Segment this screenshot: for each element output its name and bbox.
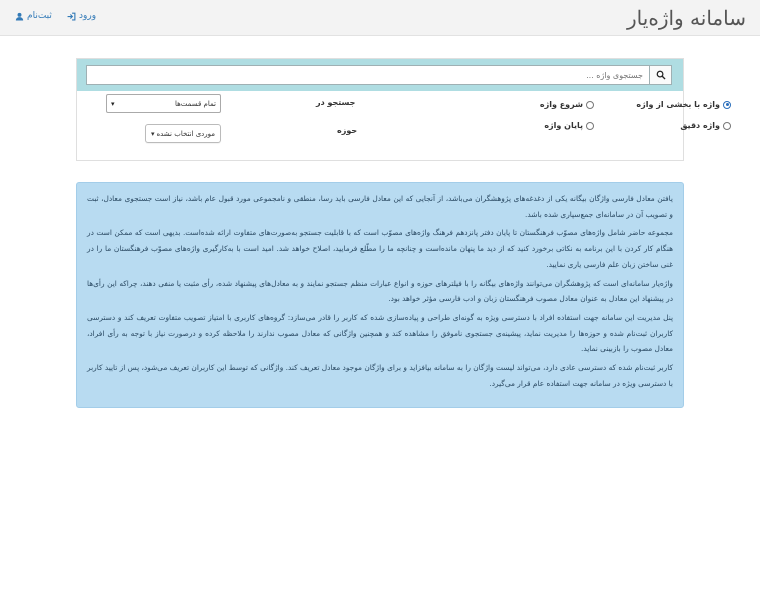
- search-icon: [656, 70, 666, 80]
- radio-part-indicator[interactable]: [723, 101, 731, 109]
- info-paragraph-3: واژه‌یار سامانه‌ای است که پژوهشگران می‌توانند واژه‌های بیگانه را با فیلترهای حوزه و انواع عبارات منظم جستجو نمایند و به معادل‌های پیشنهاد شده، رأی مثبت یا منفی دهند، چراکه این رأی‌ها در پیشنهاد این معادل به عنوان معادل مصوب فرهنگستان زبان و ادب فارسی مؤثر خواهد بود.: [87, 278, 673, 304]
- search-in-select[interactable]: [106, 94, 221, 113]
- info-paragraph-1: یافتن معادل فارسی واژگان بیگانه یکی از دغدغه‌های پژوهشگران می‌باشد، از آنجایی که این معادل فارسی باید رسا، منطقی و نامجموعی مورد قبول عام باشد، نیاز است جستجوی معادل، ثبت و تصویب آن در سامانه‌ای جمع‌سپاری شده باشد.: [87, 194, 673, 219]
- domain-label: حوزه: [337, 126, 358, 135]
- radio-end-indicator[interactable]: [586, 122, 594, 130]
- info-paragraph-5: کاربر ثبت‌نام شده که دسترسی عادی دارد، می‌تواند لیست واژگان را به سامانه بیافزاید و برای واژگان موجود معادل تعریف کند. واژگانی که توسط این کاربران تعریف می‌شود، پس از تایید کاربر با دسترسی ویژه در سامانه جهت استفاده عام قرار می‌گیرد.: [87, 363, 673, 388]
- radio-start-indicator[interactable]: [586, 101, 594, 109]
- info-paragraph-4: پنل مدیریت این سامانه جهت استفاده افراد با دسترسی ویژه به گونه‌ای طراحی و پیاده‌سازی شده که کاربر را قادر می‌سازد: گروه‌های کاربری با امتیاز تصویب متفاوت تعریف کند و دسترسی کاربران ثبت‌نام شده و حوزه‌ها را مدیریت نماید، پیشینه‌ی جستجوی ناموفق را مشاهده کند و همچنین واژگانی که معادل مصوب ندارند را ملاحظه کرده و درصورت نیاز با توجه به رأی افراد، معادل مصوب را بازبینی نماید.: [87, 312, 673, 354]
- radio-start-label: شروع واژه: [539, 100, 583, 109]
- radio-option-exact[interactable]: [680, 121, 731, 130]
- user-icon: [15, 12, 24, 21]
- top-navbar: [0, 0, 760, 36]
- search-button[interactable]: [649, 65, 672, 85]
- domain-dropdown-button[interactable]: [145, 124, 221, 143]
- radio-exact-label: واژه دقیق: [680, 121, 720, 130]
- radio-option-start[interactable]: [540, 100, 594, 109]
- info-paragraph-2: مجموعه حاضر شامل واژه‌های مصوّب فرهنگستان تا پایان دفتر پانزدهم فرهنگ واژه‌های مصوّب است که با قابلیت جستجو به‌صورت‌های متفاوت ارائه شده‌است. بدیهی است که ممکن است در هنگام کار کردن با این برنامه به نکاتی برخورد کنید که از دید ما پنهان مانده‌است و چنانچه ما را مطّلع فرمایید، اصلاح خواهد شد. امید است با به‌کارگیری واژه‌های مصوّب فرهنگستان ما را در غنی ساختن زبان علم فارسی یاری نمایید.: [87, 228, 673, 269]
- radio-option-end[interactable]: [544, 121, 594, 130]
- sign-in-icon: [67, 12, 76, 21]
- radio-exact-indicator[interactable]: [723, 122, 731, 130]
- app-brand[interactable]: سامانه واژه‌یار: [627, 6, 746, 30]
- info-alert: [76, 182, 684, 408]
- login-link[interactable]: [67, 11, 96, 21]
- search-input[interactable]: [86, 65, 649, 85]
- search-in-value: تمام قسمت‌ها: [174, 99, 216, 108]
- chevron-down-icon: ▾: [111, 99, 115, 108]
- caret-down-icon: ▾: [150, 129, 155, 138]
- login-label: ورود: [79, 11, 97, 21]
- register-link[interactable]: [15, 11, 52, 21]
- register-label: ثبت‌نام: [27, 11, 52, 21]
- radio-part-label: واژه با بخشی از واژه: [636, 100, 720, 109]
- radio-option-part[interactable]: [636, 100, 731, 109]
- search-panel-header: [77, 59, 683, 91]
- radio-end-label: پایان واژه: [544, 121, 583, 130]
- domain-value: موردی انتخاب نشده: [156, 129, 216, 138]
- search-in-label: جستجو در: [316, 98, 356, 107]
